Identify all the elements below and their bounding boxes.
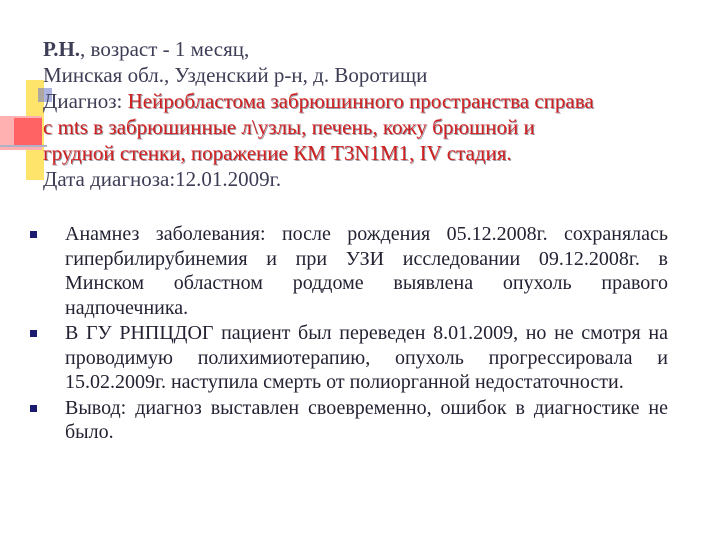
list-item-text: В ГУ РНПЦДОГ пациент был переведен 8.01.2009, но не смотря на проводимую полихимиотерапию, опухоль прогрессировала и 15.02.2009г. наступила смерть от полиорганной недостаточности. [65,322,668,393]
diagnosis-label: Диагноз: [43,89,128,113]
bullet-square-icon [30,330,37,337]
list-item [30,396,668,445]
decor-line [0,145,47,147]
diagnosis-date: Дата диагноза:12.01.2009г. [43,167,282,191]
patient-age: , возраст - 1 месяц, [80,37,250,61]
diagnosis-line-1 [43,88,683,114]
diagnosis-line-2: с mts в забрюшинные л\узлы, печень, кожу брюшной и [43,115,535,139]
patient-id: Р.Н. [43,37,81,61]
bullet-square-icon [30,405,37,412]
list-item-text: Анамнез заболевания: после рождения 05.12.2008г. сохранялась гипербилирубинемия и при УЗИ исследовании 09.12.2008г. в Минском областном роддоме выявлена опухоль правого надпочечника. [65,223,668,319]
patient-line [43,36,683,62]
decor-red-square [14,118,42,146]
findings-list [30,222,668,446]
list-item-text: Вывод: диагноз выставлен своевременно, ошибок в диагностике не было. [65,396,668,443]
bullet-square-icon [30,231,37,238]
list-item [30,222,668,320]
diagnosis-text-1: Нейробластома забрюшинного пространства справа [127,89,594,113]
patient-header [43,36,683,192]
list-item [30,321,668,395]
patient-location: Минская обл., Узденский р-н, д. Воротищи [43,63,428,87]
diagnosis-line-3: грудной стенки, поражение КМ T3N1M1, IV стадия. [43,141,512,165]
